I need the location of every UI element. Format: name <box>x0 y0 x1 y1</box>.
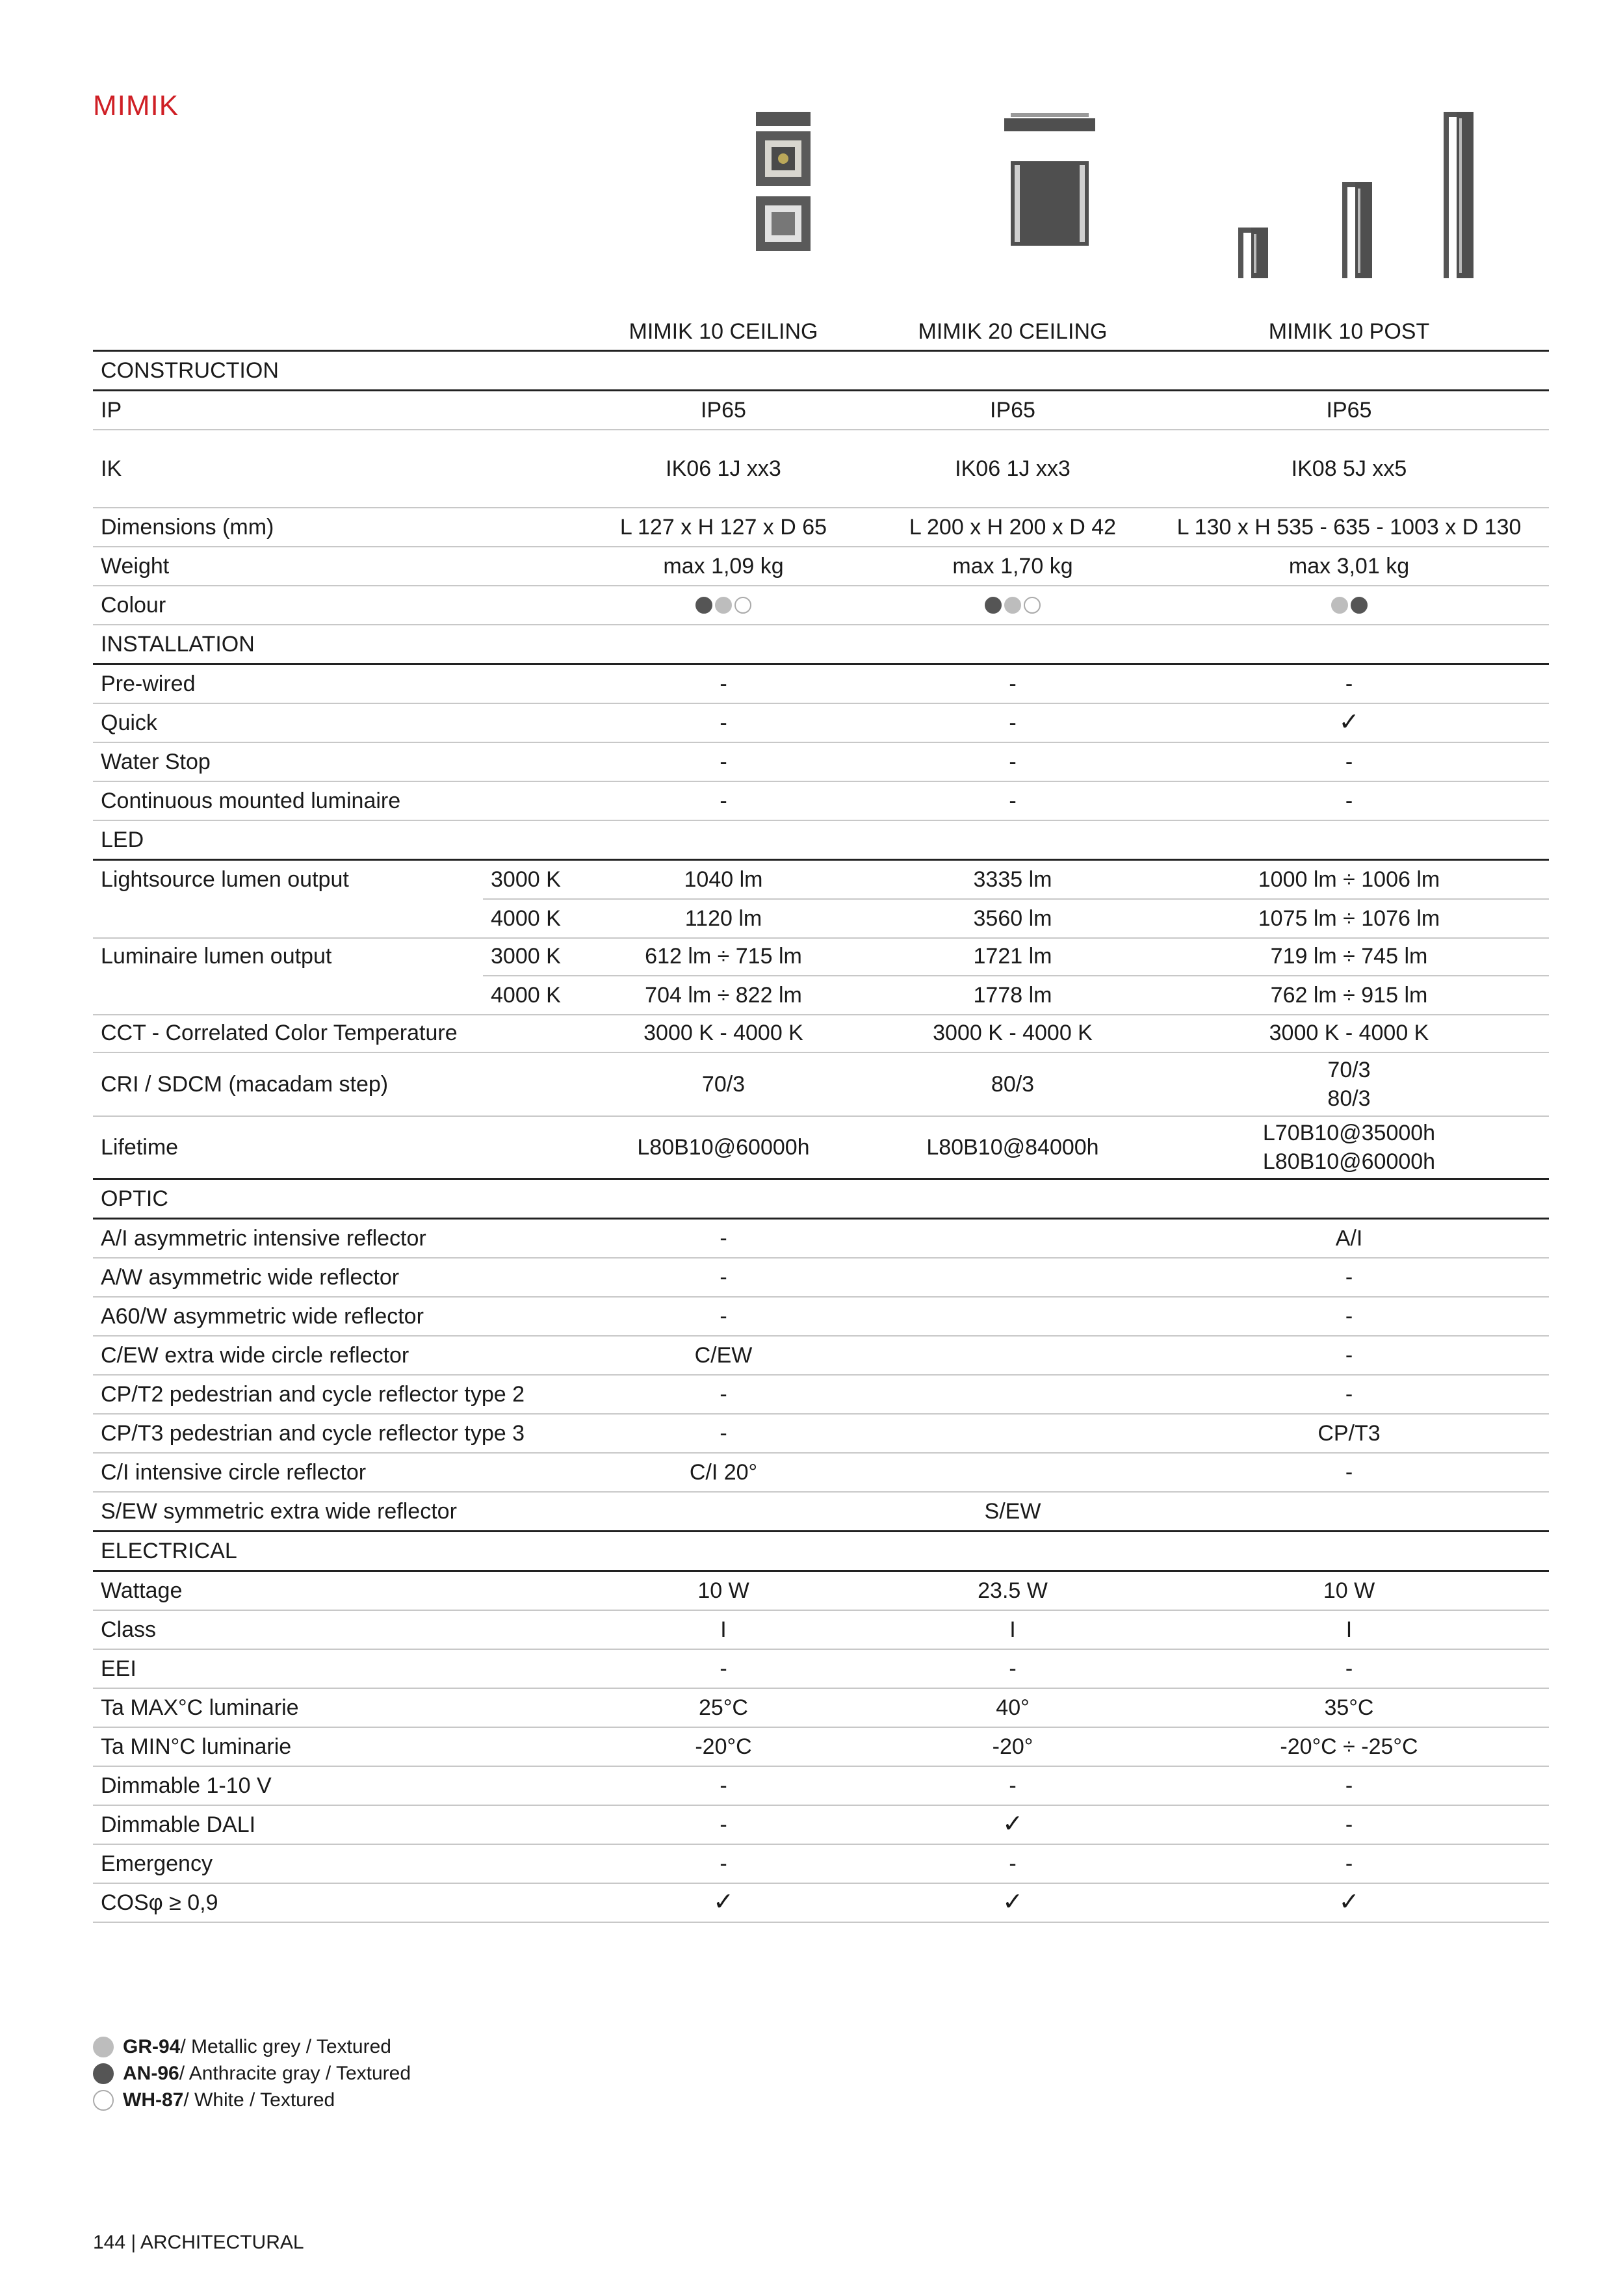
cell: L 200 x H 200 x D 42 <box>909 514 1117 540</box>
table-row <box>93 1220 1549 1259</box>
row-label: C/I intensive circle reflector <box>101 1459 367 1485</box>
colour-swatches <box>571 586 876 624</box>
luminaire-group <box>93 937 1549 1014</box>
col-mimik-10-ceiling: MIMIK 10 CEILING <box>629 319 818 344</box>
legend-desc: / Anthracite gray / Textured <box>179 2062 411 2084</box>
col-mimik-10-post: MIMIK 10 POST <box>1268 319 1430 344</box>
section-led <box>93 821 1549 861</box>
cell: 35°C <box>1324 1695 1374 1720</box>
row-label: CP/T3 pedestrian and cycle reflector type 3 <box>101 1420 525 1446</box>
cell: 1721 lm <box>973 943 1052 969</box>
table-row <box>93 1689 1549 1728</box>
cell: - <box>1009 749 1017 774</box>
table-row <box>483 861 1549 900</box>
table-row <box>93 1806 1549 1845</box>
row-label: Colour <box>101 592 166 618</box>
cell: - <box>1345 1303 1353 1329</box>
table-row <box>93 900 1549 939</box>
cell: A/I <box>1335 1225 1363 1251</box>
row-label: Lifetime <box>101 1134 179 1160</box>
cell: -20°C ÷ -25°C <box>1280 1734 1418 1759</box>
cell: IP65 <box>990 397 1035 423</box>
row-label: Class <box>101 1617 157 1642</box>
cell: 3000 K - 4000 K <box>1269 1020 1429 1045</box>
cell: - <box>720 1420 727 1446</box>
section-label: INSTALLATION <box>101 631 255 657</box>
row-label: EEI <box>101 1656 136 1681</box>
table-row <box>93 508 1549 547</box>
cell: 3000 K - 4000 K <box>643 1020 803 1045</box>
cell: - <box>1009 1773 1017 1798</box>
legend-item <box>93 2060 411 2087</box>
cell: C/I 20° <box>689 1459 758 1485</box>
cell: CP/T3 <box>1318 1420 1381 1446</box>
row-label: Dimmable DALI <box>101 1812 256 1837</box>
colour-swatch-anthracite <box>93 2063 114 2084</box>
table-row <box>93 1376 1549 1415</box>
row-label: A/I asymmetric intensive reflector <box>101 1225 426 1251</box>
colour-swatch-grey <box>1331 597 1348 614</box>
row-label: A60/W asymmetric wide reflector <box>101 1303 424 1329</box>
cell-line: L70B10@35000h <box>1262 1120 1436 1145</box>
section-construction <box>93 352 1549 391</box>
colour-swatch-white <box>93 2090 114 2111</box>
table-row <box>93 1259 1549 1298</box>
row-label: Emergency <box>101 1851 213 1876</box>
row-label: COSφ ≥ 0,9 <box>101 1890 218 1915</box>
table-row <box>93 1117 1549 1180</box>
legend-item <box>93 2087 411 2113</box>
cell: 612 lm ÷ 715 lm <box>645 943 802 969</box>
legend-code: WH-87 <box>123 2089 184 2111</box>
table-row <box>93 1454 1549 1493</box>
table-row <box>483 937 1549 976</box>
cell: - <box>1345 1342 1353 1368</box>
table-row <box>93 1611 1549 1650</box>
section-label: OPTIC <box>101 1186 168 1211</box>
table-row <box>93 1493 1549 1532</box>
cell: 762 lm ÷ 915 lm <box>1270 982 1428 1008</box>
row-label: Weight <box>101 553 170 579</box>
cell: - <box>1345 788 1353 813</box>
table-row <box>93 1014 1549 1053</box>
cell: - <box>1009 788 1017 813</box>
colour-swatch-anthracite <box>985 597 1002 614</box>
cell: - <box>720 749 727 774</box>
table-row <box>93 1728 1549 1767</box>
cell: 1120 lm <box>684 906 762 931</box>
cell: - <box>1345 1459 1353 1485</box>
table-row <box>93 743 1549 782</box>
cell: - <box>1345 1656 1353 1681</box>
page-footer: 144 | ARCHITECTURAL <box>93 2232 304 2253</box>
cell: IK08 5J xx5 <box>1291 456 1407 481</box>
cell: L80B10@60000h <box>637 1134 810 1160</box>
section-label: ELECTRICAL <box>101 1538 237 1563</box>
row-label: CP/T2 pedestrian and cycle reflector type 2 <box>101 1381 525 1407</box>
cell: 10 W <box>1323 1578 1375 1603</box>
colour-swatch-white <box>1024 597 1041 614</box>
cell: - <box>1009 1851 1017 1876</box>
cell <box>1149 1053 1549 1115</box>
cell: 80/3 <box>991 1071 1035 1097</box>
colour-legend <box>93 2033 411 2113</box>
check-icon: ✓ <box>713 1888 734 1916</box>
section-label: LED <box>101 827 144 852</box>
colour-swatch-anthracite <box>695 597 712 614</box>
cell: 70/3 <box>701 1071 746 1097</box>
cell: I <box>1009 1617 1016 1642</box>
cell: 719 lm ÷ 745 lm <box>1270 943 1428 969</box>
cell: - <box>720 1225 727 1251</box>
cell: C/EW <box>694 1342 753 1368</box>
cell: IP65 <box>701 397 746 423</box>
cell: 3000 K - 4000 K <box>933 1020 1093 1045</box>
cell: L 130 x H 535 - 635 - 1003 x D 130 <box>1176 514 1522 540</box>
check-icon: ✓ <box>1338 709 1360 737</box>
mimik-10-post-icon <box>1238 112 1498 280</box>
cell: - <box>720 1264 727 1290</box>
table-row <box>93 665 1549 704</box>
cell: IK06 1J xx3 <box>666 456 781 481</box>
cell: 1778 lm <box>973 982 1052 1008</box>
row-label: Continuous mounted luminaire <box>101 788 401 813</box>
cell: 3335 lm <box>973 867 1052 892</box>
row-label: Wattage <box>101 1578 183 1603</box>
table-row <box>93 1650 1549 1689</box>
table-row <box>93 704 1549 743</box>
cell: - <box>720 788 727 813</box>
cell: - <box>1009 710 1017 735</box>
row-label: IK <box>101 456 122 481</box>
legend-code: GR-94 <box>123 2035 181 2057</box>
page-title: MIMIK <box>93 90 179 122</box>
cell: L 127 x H 127 x D 65 <box>619 514 827 540</box>
table-row <box>93 1845 1549 1884</box>
legend-item <box>93 2033 411 2060</box>
colour-swatch-anthracite <box>1351 597 1368 614</box>
row-sublabel: 3000 K <box>491 867 561 892</box>
cell: I <box>720 1617 727 1642</box>
cell: - <box>1345 1381 1353 1407</box>
table-row <box>93 1572 1549 1611</box>
legend-desc: / Metallic grey / Textured <box>180 2035 391 2057</box>
cell: max 1,70 kg <box>952 553 1073 579</box>
row-label: Water Stop <box>101 749 211 774</box>
colour-swatch-grey <box>715 597 732 614</box>
table-row <box>93 586 1549 625</box>
cell-line: L80B10@60000h <box>1262 1149 1436 1174</box>
row-label: C/EW extra wide circle reflector <box>101 1342 409 1368</box>
row-sublabel: 4000 K <box>491 982 561 1008</box>
cell: 1040 lm <box>684 867 763 892</box>
cell-line: 80/3 <box>1327 1086 1371 1111</box>
colour-swatches <box>876 586 1149 624</box>
table-row <box>93 1298 1549 1337</box>
row-label: CCT - Correlated Color Temperature <box>101 1020 458 1045</box>
cell: 40° <box>996 1695 1030 1720</box>
cell: - <box>720 671 727 696</box>
cell: S/EW <box>984 1498 1041 1524</box>
table-row <box>93 1884 1549 1923</box>
cell: L80B10@84000h <box>926 1134 1099 1160</box>
cell: 1075 lm ÷ 1076 lm <box>1258 906 1440 931</box>
cell: - <box>720 1381 727 1407</box>
cell: - <box>1345 1851 1353 1876</box>
row-label: Dimmable 1-10 V <box>101 1773 272 1798</box>
check-icon: ✓ <box>1338 1888 1360 1916</box>
cell: - <box>720 1851 727 1876</box>
table-row <box>93 391 1549 430</box>
colour-swatch-grey <box>93 2037 114 2057</box>
cell: - <box>1345 1264 1353 1290</box>
row-label: CRI / SDCM (macadam step) <box>101 1071 389 1097</box>
cell: max 3,01 kg <box>1288 553 1410 579</box>
table-row <box>93 782 1549 821</box>
table-header <box>93 313 1549 352</box>
cell: - <box>720 710 727 735</box>
cell <box>1149 1117 1549 1178</box>
cell: - <box>1345 1812 1353 1837</box>
spec-table <box>93 313 1549 1923</box>
table-row <box>93 1337 1549 1376</box>
row-label: Dimensions (mm) <box>101 514 274 540</box>
row-label: Lightsource lumen output <box>101 867 349 892</box>
row-label: A/W asymmetric wide reflector <box>101 1264 400 1290</box>
cell: 25°C <box>699 1695 748 1720</box>
lightsource-group <box>93 861 1549 937</box>
cell: 23.5 W <box>978 1578 1048 1603</box>
row-sublabel: 4000 K <box>491 906 561 931</box>
section-installation <box>93 625 1549 665</box>
cell: - <box>720 1812 727 1837</box>
section-electrical <box>93 1532 1549 1572</box>
row-label: Ta MIN°C luminarie <box>101 1734 292 1759</box>
cell: - <box>720 1303 727 1329</box>
cell: - <box>720 1656 727 1681</box>
table-row <box>93 1415 1549 1454</box>
colour-swatch-grey <box>1004 597 1021 614</box>
table-row <box>93 1767 1549 1806</box>
cell: -20°C <box>695 1734 752 1759</box>
table-row <box>93 1053 1549 1117</box>
colour-swatch-white <box>734 597 751 614</box>
cell: -20° <box>992 1734 1033 1759</box>
cell: 10 W <box>697 1578 749 1603</box>
mimik-10-ceiling-icon <box>751 112 816 255</box>
row-label: IP <box>101 397 122 423</box>
check-icon: ✓ <box>1002 1888 1023 1916</box>
cell: - <box>1345 671 1353 696</box>
row-label: Pre-wired <box>101 671 196 696</box>
cell: - <box>1009 1656 1017 1681</box>
check-icon: ✓ <box>1002 1810 1023 1838</box>
colour-swatches <box>1149 586 1549 624</box>
row-label: Luminaire lumen output <box>101 943 332 969</box>
table-row <box>93 430 1549 508</box>
row-label: Quick <box>101 710 157 735</box>
cell: - <box>720 1773 727 1798</box>
section-optic <box>93 1180 1549 1220</box>
cell: IP65 <box>1326 397 1372 423</box>
table-row <box>93 547 1549 586</box>
cell: - <box>1009 671 1017 696</box>
mimik-20-ceiling-icon <box>1004 112 1095 248</box>
table-row <box>93 976 1549 1015</box>
cell-line: 70/3 <box>1327 1057 1371 1082</box>
legend-code: AN-96 <box>123 2062 179 2084</box>
cell: 3560 lm <box>973 906 1052 931</box>
cell: IK06 1J xx3 <box>955 456 1071 481</box>
cell: - <box>1345 1773 1353 1798</box>
row-label: Ta MAX°C luminarie <box>101 1695 299 1720</box>
row-sublabel: 3000 K <box>491 943 561 969</box>
legend-desc: / White / Textured <box>183 2089 335 2111</box>
section-label: CONSTRUCTION <box>101 358 279 383</box>
cell: 1000 lm ÷ 1006 lm <box>1258 867 1440 892</box>
cell: - <box>1345 749 1353 774</box>
row-label: S/EW symmetric extra wide reflector <box>101 1498 457 1524</box>
col-mimik-20-ceiling: MIMIK 20 CEILING <box>918 319 1108 344</box>
cell: 704 lm ÷ 822 lm <box>645 982 802 1008</box>
cell: I <box>1345 1617 1353 1642</box>
cell: max 1,09 kg <box>663 553 784 579</box>
